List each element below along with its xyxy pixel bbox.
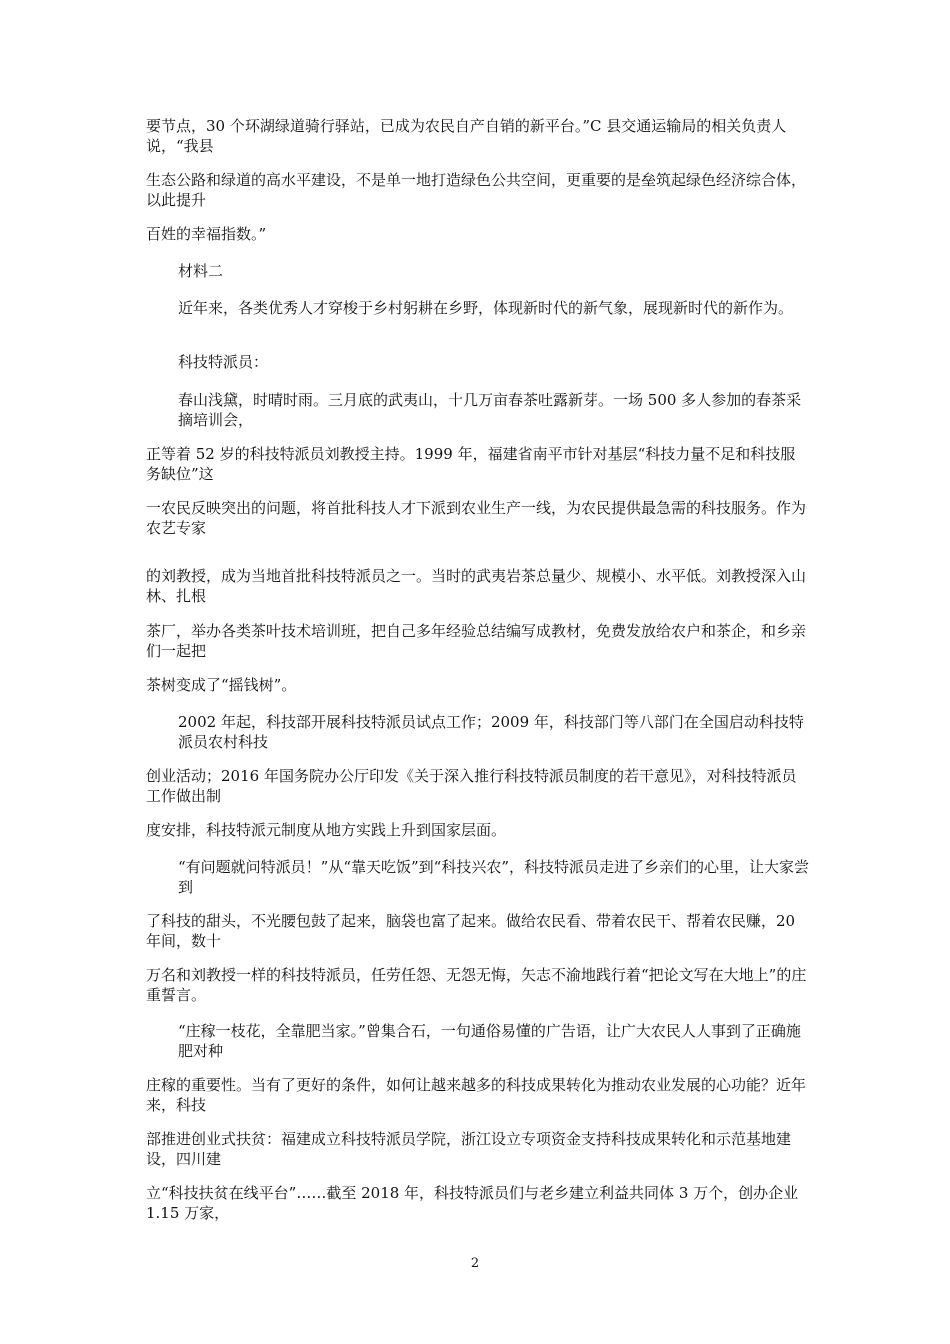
paragraph-10: 的刘教授，成为当地首批科技特派员之一。当时的武夷岩茶总量少、规模小、水平低。刘教授深入山林、扎根 [146,567,807,605]
paragraph-7: 春山浅黛，时晴时雨。三月底的武夷山，十几万亩春茶吐露新芽。一场 500 多人参加的春茶采摘培训会， [178,391,802,429]
subheading-tech-commissioner: 科技特派员： [178,353,269,371]
section-heading-material-2: 材料二 [178,262,224,280]
paragraph-1: 要节点，30 个环湖绿道骑行驿站，已成为农民自产自销的新平台。”C 县交通运输局的相关负责人说，“我县 [146,117,787,155]
paragraph-15: 度安排，科技特派元制度从地方实践上升到国家层面。 [146,821,507,839]
paragraph-20: 庄稼的重要性。当有了更好的条件，如何让越来越多的科技成果转化为推动农业发展的心功能？近年来，科技 [146,1076,807,1114]
paragraph-19: “庄稼一枝花，全靠肥当家。”曾集合石，一句通俗易懂的广告语，让广大农民人人事到了正确施肥对种 [178,1022,801,1060]
paragraph-16: “有问题就问特派员！”从“靠天吃饭”到“科技兴农”，科技特派员走进了乡亲们的心里，让大家尝到 [178,858,810,896]
paragraph-14: 创业活动；2016 年国务院办公厅印发《关于深入推行科技特派员制度的若干意见》，对科技特派员工作做出制 [146,767,797,805]
paragraph-13: 2002 年起，科技部开展科技特派员试点工作；2009 年，科技部门等八部门在全国启动科技特派员农村科技 [178,713,804,751]
paragraph-3: 百姓的幸福指数。” [146,225,267,243]
paragraph-22: 立“科技扶贫在线平台”……截至 2018 年，科技特派员们与老乡建立利益共同体 3 万个，创办企业 1.15 万家， [146,1184,799,1222]
page-number: 2 [470,1256,480,1271]
paragraph-17: 了科技的甜头，不光腰包鼓了起来，脑袋也富了起来。做给农民看、带着农民干、帮着农民赚，20 年间，数十 [146,912,796,950]
paragraph-12: 茶树变成了“摇钱树”。 [146,676,297,694]
paragraph-21: 部推进创业式扶贫：福建成立科技特派员学院，浙江设立专项资金支持科技成果转化和示范基地建设，四川建 [146,1130,792,1168]
paragraph-9: 一农民反映突出的问题，将首批科技人才下派到农业生产一线，为农民提供最急需的科技服务。作为农艺专家 [146,499,807,537]
paragraph-5: 近年来，各类优秀人才穿梭于乡村躬耕在乡野，体现新时代的新气象，展现新时代的新作为。 [178,299,794,317]
paragraph-18: 万名和刘教授一样的科技特派员，任劳任怨、无怨无悔，矢志不渝地践行着“把论文写在大地上”的庄重誓言。 [146,966,807,1004]
paragraph-8: 正等着 52 岁的科技特派员刘教授主持。1999 年，福建省南平市针对基层“科技力量不足和科技服务缺位”这 [146,445,796,483]
paragraph-2: 生态公路和绿道的高水平建设，不是单一地打造绿色公共空间，更重要的是垒筑起绿色经济综合体，以此提升 [146,171,807,209]
paragraph-11: 茶厂，举办各类茶叶技术培训班，把自己多年经验总结编写成教材，免费发放给农户和茶企，和乡亲们一起把 [146,622,807,660]
